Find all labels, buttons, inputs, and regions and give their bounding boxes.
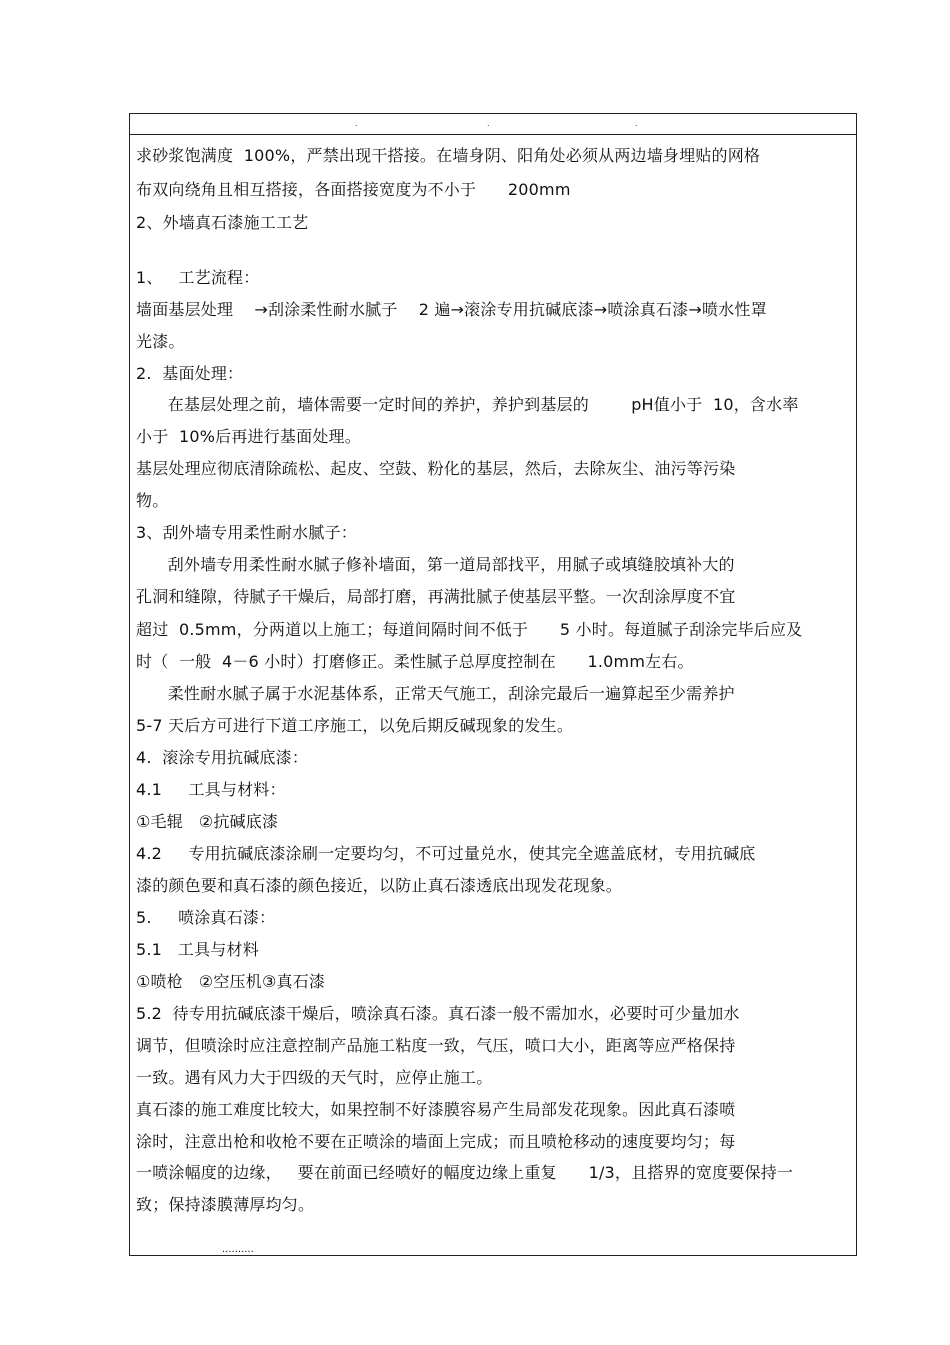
text-line: 在基层处理之前，墙体需要一定时间的养护，养护到基层的 pH值小于 10，含水率 xyxy=(136,395,799,414)
subsection-heading: 3、刮外墙专用柔性耐水腻子： xyxy=(136,523,357,542)
text-line: 墙面基层处理 →刮涂柔性耐水腻子 2 遍→滚涂专用抗碱底漆→喷涂真石漆→喷水性罩 xyxy=(136,300,767,319)
footer-ellipsis: .......... xyxy=(222,1244,254,1255)
text-line: 求砂浆饱满度 100%，严禁出现干搭接。在墙身阴、阳角处必须从两边墙身埋贴的网格 xyxy=(136,146,761,165)
header-dot: . xyxy=(355,119,358,128)
text-line: 5-7 天后方可进行下道工序施工，以免后期反碱现象的发生。 xyxy=(136,716,574,735)
text-line: 基层处理应彻底清除疏松、起皮、空鼓、粉化的基层，然后，去除灰尘、油污等污染 xyxy=(136,459,736,478)
text-line: 柔性耐水腻子属于水泥基体系，正常天气施工，刮涂完最后一遍算起至少需养护 xyxy=(136,684,735,703)
text-line: 刮外墙专用柔性耐水腻子修补墙面，第一道局部找平，用腻子或填缝胶填补大的 xyxy=(136,555,735,574)
text-line: 漆的颜色要和真石漆的颜色接近，以防止真石漆透底出现发花现象。 xyxy=(136,876,623,895)
document-frame xyxy=(129,113,857,1256)
text-line: 4.2 专用抗碱底漆涂刷一定要均匀，不可过量兑水，使其完全遮盖底材，专用抗碱底 xyxy=(136,844,756,863)
text-line: 真石漆的施工难度比较大，如果控制不好漆膜容易产生局部发花现象。因此真石漆喷 xyxy=(136,1100,736,1119)
text-line: 致；保持漆膜薄厚均匀。 xyxy=(136,1195,315,1214)
text-line: 涂时，注意出枪和收枪不要在正喷涂的墙面上完成；而且喷枪移动的速度要均匀；每 xyxy=(136,1132,736,1151)
text-line: 小于 10%后再进行基面处理。 xyxy=(136,427,361,446)
subsection-heading: 4. 滚涂专用抗碱底漆： xyxy=(136,748,309,767)
text-line: 超过 0.5mm，分两道以上施工；每道间隔时间不低于 5 小时。每道腻子刮涂完毕后应及 xyxy=(136,620,803,639)
subsection-heading: 1、 工艺流程： xyxy=(136,268,260,287)
text-line: 布双向绕角且相互搭接，各面搭接宽度为不小于 200mm xyxy=(136,180,571,199)
text-line: ①喷枪 ②空压机③真石漆 xyxy=(136,972,326,991)
text-line: 一喷涂幅度的边缘， 要在前面已经喷好的幅度边缘上重复 1/3，且搭界的宽度要保持一 xyxy=(136,1163,794,1182)
header-dot: . xyxy=(635,119,638,128)
text-line: 5.2 待专用抗碱底漆干燥后，喷涂真石漆。真石漆一般不需加水，必要时可少量加水 xyxy=(136,1004,740,1023)
text-line: 光漆。 xyxy=(136,332,185,351)
header-dot: . xyxy=(487,119,490,128)
text-line: 时（ 一般 4－6 小时）打磨修正。柔性腻子总厚度控制在 1.0mm左右。 xyxy=(136,652,694,671)
text-line: 孔洞和缝隙，待腻子干燥后，局部打磨，再满批腻子使基层平整。一次刮涂厚度不宜 xyxy=(136,587,736,606)
text-line: ①毛辊 ②抗碱底漆 xyxy=(136,812,279,831)
subsection-heading: 5. 喷涂真石漆： xyxy=(136,908,276,927)
text-line: 调节，但喷涂时应注意控制产品施工粘度一致，气压，喷口大小，距离等应严格保持 xyxy=(136,1036,736,1055)
header-rule xyxy=(130,134,856,135)
subsection-heading: 2. 基面处理： xyxy=(136,364,244,383)
text-line: 一致。遇有风力大于四级的天气时，应停止施工。 xyxy=(136,1068,493,1087)
section-heading: 2、外墙真石漆施工工艺 xyxy=(136,213,309,232)
text-line: 物。 xyxy=(136,491,169,510)
text-line: 4.1 工具与材料： xyxy=(136,780,286,799)
text-line: 5.1 工具与材料 xyxy=(136,940,259,959)
